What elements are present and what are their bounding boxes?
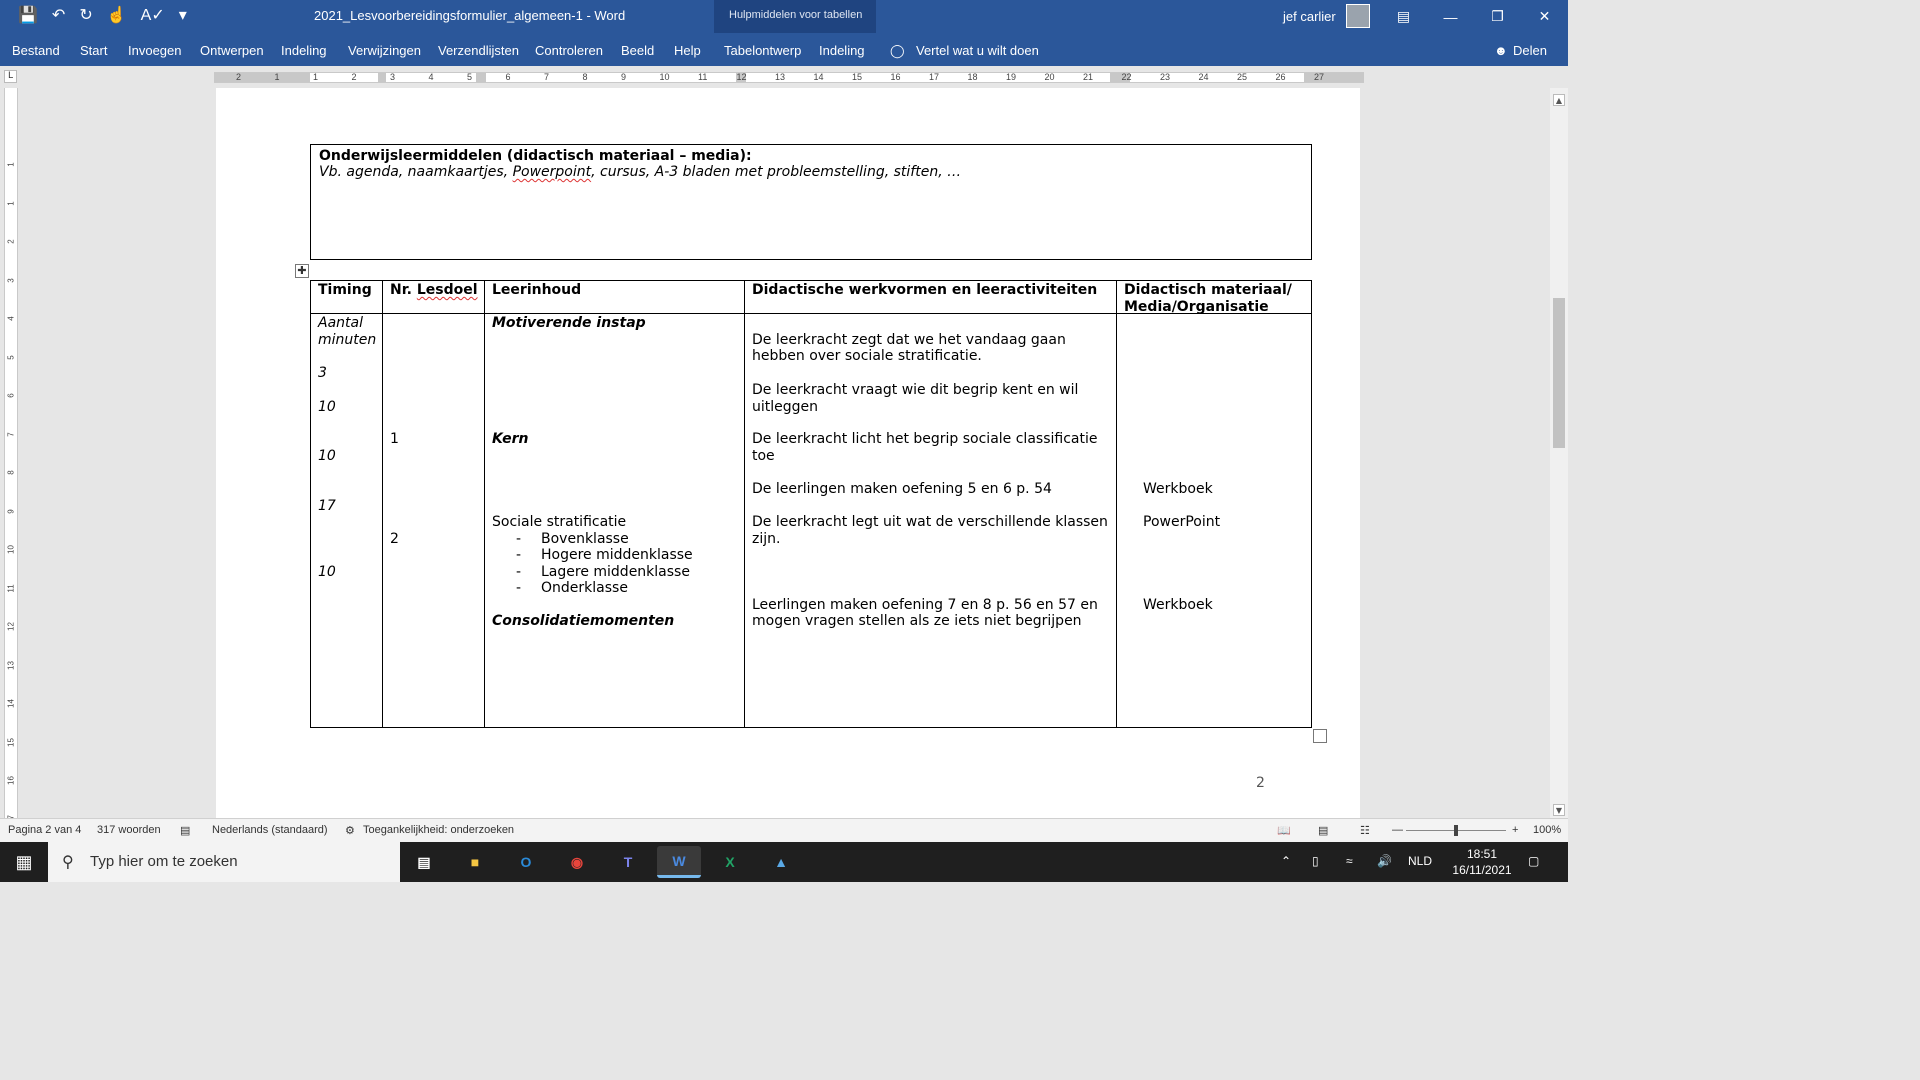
header-material-2: Media/Organisatie — [1124, 299, 1269, 315]
activity-line: De leerkracht legt uit wat de verschillende klassen — [752, 514, 1108, 530]
zoom-in-icon[interactable]: + — [1512, 824, 1519, 836]
window-controls — [1380, 0, 1568, 33]
clock-date: 16/11/2021 — [1452, 863, 1512, 877]
vertical-ruler-number: 9 — [6, 508, 16, 514]
header-timing: Timing — [318, 282, 372, 298]
table-move-handle[interactable]: ✚ — [295, 264, 309, 278]
media-materials-example: Vb. agenda, naamkaartjes, Powerpoint, cursus, A-3 bladen met probleemstelling, stiften, … — [319, 164, 962, 180]
share-button[interactable]: Delen — [1513, 43, 1547, 58]
minimize-icon[interactable]: — — [1443, 8, 1458, 25]
accessibility-status[interactable]: Toegankelijkheid: onderzoeken — [363, 824, 515, 836]
ruler-number: 8 — [582, 72, 588, 82]
ruler-number: 22 — [1121, 72, 1132, 82]
list-bullet: - — [516, 580, 522, 596]
proofing-icon[interactable]: ▤ — [180, 825, 191, 837]
timing-cell: 3 — [318, 365, 327, 381]
activity-line: mogen vragen stellen als ze iets niet begrijpen — [752, 613, 1082, 629]
ruler-number: 23 — [1160, 72, 1171, 82]
horizontal-ruler[interactable] — [0, 66, 1568, 88]
tell-me-search[interactable]: Vertel wat u wilt doen — [916, 43, 1039, 58]
word-count[interactable]: 317 woorden — [97, 824, 161, 836]
vertical-ruler-number: 5 — [6, 354, 16, 360]
activity-line: uitleggen — [752, 399, 819, 415]
vertical-ruler-number: 1 — [6, 162, 16, 167]
wifi-icon[interactable]: ≈ — [1346, 854, 1353, 868]
list-bullet: - — [516, 564, 522, 580]
ruler-number: 16 — [890, 72, 901, 82]
media-materials-title: Onderwijsleermiddelen (didactisch materiaal – media): — [319, 148, 752, 164]
ruler-number: 9 — [621, 72, 627, 82]
ruler-number: 11 — [698, 72, 708, 82]
notifications-icon[interactable]: ▢ — [1528, 854, 1540, 868]
activity-line: De leerkracht licht het begrip sociale classificatie — [752, 431, 1098, 447]
quick-access-toolbar — [18, 6, 187, 26]
zoom-level[interactable]: 100% — [1533, 824, 1562, 836]
web-layout-icon[interactable]: ☷ — [1360, 825, 1370, 837]
ruler-number: 6 — [505, 72, 511, 82]
ruler-number: 14 — [813, 72, 824, 82]
touch-mode-icon[interactable]: ☝ — [106, 7, 127, 24]
timing-cell: 10 — [318, 564, 336, 580]
ruler-number: 19 — [1006, 72, 1017, 82]
header-activities: Didactische werkvormen en leeractiviteiten — [752, 282, 1098, 298]
material-cell: Werkboek — [1143, 597, 1213, 613]
file-explorer-icon[interactable]: ■ — [470, 854, 480, 870]
activity-line: De leerkracht vraagt wie dit begrip kent en wil — [752, 382, 1079, 398]
ruler-number: 25 — [1237, 72, 1248, 82]
photos-icon[interactable]: ▲ — [774, 854, 788, 870]
ruler-number: 21 — [1083, 72, 1094, 82]
ruler-number: 13 — [775, 72, 786, 82]
redo-icon[interactable]: ↻ — [79, 7, 93, 24]
material-cell: PowerPoint — [1143, 514, 1221, 530]
timing-cell: minuten — [318, 332, 377, 348]
battery-icon[interactable]: ▯ — [1312, 854, 1319, 868]
taskbar — [0, 842, 1568, 882]
windows-start-icon[interactable]: ▦ — [15, 851, 33, 872]
list-bullet: - — [516, 531, 522, 547]
tab-start[interactable]: Start — [80, 43, 108, 58]
column-divider — [382, 281, 383, 727]
tab-selector[interactable]: L — [4, 70, 17, 83]
vertical-scrollbar[interactable] — [1550, 88, 1568, 818]
chrome-icon[interactable]: ◉ — [570, 853, 584, 870]
content-consolidation: Consolidatiemomenten — [492, 613, 675, 629]
column-divider — [484, 281, 485, 727]
vertical-ruler-number: 2 — [6, 239, 16, 244]
ribbon-display-icon[interactable]: ▤ — [1396, 8, 1411, 24]
tab-beeld[interactable]: Beeld — [621, 43, 655, 58]
content-core: Kern — [492, 431, 529, 447]
search-placeholder: Typ hier om te zoeken — [90, 853, 238, 870]
ruler-number: 2 — [351, 72, 357, 82]
column-divider — [744, 281, 745, 727]
content-topic: Sociale stratificatie — [492, 514, 627, 530]
ruler-number: 4 — [428, 72, 434, 82]
ruler-number: 17 — [929, 72, 940, 82]
ruler-number: 2 — [236, 72, 242, 82]
ruler-number: 1 — [274, 72, 280, 82]
ruler-number: 5 — [467, 72, 473, 82]
vertical-ruler-number: 10 — [6, 545, 16, 554]
undo-icon[interactable]: ↶ — [51, 7, 66, 24]
activity-line: De leerkracht zegt dat we het vandaag gaan — [752, 332, 1066, 348]
header-nr-lesdoel: Nr. Lesdoel — [390, 282, 478, 298]
teams-icon[interactable]: T — [623, 854, 633, 870]
ruler-number: 3 — [390, 72, 396, 82]
customize-qat-icon[interactable]: ▾ — [178, 7, 187, 24]
title-bar — [0, 0, 1568, 33]
timing-cell: 10 — [318, 448, 336, 464]
material-cell: Werkboek — [1143, 481, 1213, 497]
content-intro: Motiverende instap — [492, 315, 646, 331]
spelling-icon[interactable]: A✓ — [140, 7, 165, 24]
context-tab-label: Hulpmiddelen voor tabellen — [729, 9, 863, 21]
restore-icon[interactable]: ❐ — [1491, 8, 1504, 24]
zoom-out-icon[interactable]: — — [1392, 824, 1403, 836]
vertical-ruler-number: 13 — [6, 660, 16, 670]
taskbar-search[interactable] — [48, 842, 400, 882]
status-bar — [0, 818, 1568, 842]
column-divider — [1116, 281, 1117, 727]
scroll-up-icon[interactable]: ▲ — [1553, 94, 1565, 106]
lesdoel-nr: 1 — [390, 431, 399, 447]
ruler-number: 24 — [1198, 72, 1209, 82]
scroll-down-icon[interactable]: ▼ — [1553, 804, 1565, 816]
vertical-ruler[interactable] — [4, 88, 18, 818]
ruler-number: 26 — [1275, 72, 1286, 82]
zoom-thumb[interactable] — [1454, 825, 1458, 836]
tray-chevron-icon[interactable]: ⌃ — [1281, 854, 1292, 868]
tab-invoegen[interactable]: Invoegen — [128, 43, 182, 58]
print-layout-icon[interactable]: ▤ — [1318, 825, 1329, 837]
page-count[interactable]: Pagina 2 van 4 — [8, 824, 82, 836]
vertical-ruler-number: 16 — [6, 776, 16, 785]
tab-bestand[interactable]: Bestand — [12, 43, 60, 58]
tab-tabelontwerp[interactable]: Tabelontwerp — [724, 43, 802, 58]
timing-cell: Aantal — [318, 315, 363, 331]
table-resize-handle[interactable] — [1313, 729, 1327, 743]
tab-indeling[interactable]: Indeling — [281, 43, 327, 58]
outlook-icon[interactable]: O — [520, 854, 532, 870]
tab-help[interactable]: Help — [674, 43, 701, 58]
person-icon: ☻ — [1494, 43, 1508, 58]
input-language[interactable]: NLD — [1408, 854, 1433, 868]
volume-icon[interactable]: 🔊 — [1377, 854, 1392, 868]
close-icon[interactable]: ✕ — [1538, 8, 1551, 24]
page-number: 2 — [1256, 775, 1265, 791]
spelling-error[interactable]: Powerpoint — [512, 164, 592, 180]
lightbulb-icon[interactable]: ◯ — [890, 43, 905, 58]
vertical-ruler-number: 7 — [6, 431, 16, 437]
excel-icon[interactable]: X — [725, 854, 735, 870]
vertical-ruler-number: 14 — [6, 699, 16, 708]
media-materials-box[interactable] — [310, 144, 1312, 260]
activity-line: zijn. — [752, 531, 781, 547]
vertical-ruler-number: 3 — [6, 277, 16, 283]
activity-line: hebben over sociale stratificatie. — [752, 348, 982, 364]
tab-verwijzingen[interactable]: Verwijzingen — [348, 43, 421, 58]
activity-line: De leerlingen maken oefening 5 en 6 p. 54 — [752, 481, 1052, 497]
ruler-number: 18 — [967, 72, 978, 82]
ruler-bar[interactable] — [214, 72, 1364, 83]
word-icon[interactable]: W — [657, 846, 701, 878]
list-bullet: - — [516, 547, 522, 563]
activity-line: Leerlingen maken oefening 7 en 8 p. 56 en 57 en — [752, 597, 1098, 613]
vertical-ruler-number: 15 — [6, 737, 16, 747]
ruler-number: 27 — [1314, 72, 1325, 82]
clock-time: 18:51 — [1466, 847, 1498, 861]
vertical-ruler-number: 8 — [6, 470, 16, 475]
ruler-number: 20 — [1044, 72, 1055, 82]
save-icon[interactable]: 💾 — [18, 7, 38, 24]
vertical-ruler-number: 6 — [6, 393, 16, 398]
ruler-number: 1 — [313, 72, 319, 82]
accessibility-icon[interactable]: ⚙ — [345, 825, 355, 837]
avatar[interactable] — [1346, 4, 1370, 28]
list-item: Lagere middenklasse — [541, 564, 690, 580]
tab-ontwerpen[interactable]: Ontwerpen — [200, 43, 264, 58]
ruler-number: 12 — [736, 72, 747, 82]
read-mode-icon[interactable]: 📖 — [1277, 825, 1291, 837]
header-leerinhoud: Leerinhoud — [492, 282, 582, 298]
vertical-ruler-number: 12 — [6, 622, 16, 631]
search-icon: ⚲ — [62, 854, 74, 871]
header-material-1: Didactisch materiaal/ — [1124, 282, 1292, 298]
user-name[interactable]: jef carlier — [1283, 9, 1336, 24]
tab-table-indeling[interactable]: Indeling — [819, 43, 865, 58]
timing-cell: 17 — [318, 498, 336, 514]
list-item: Onderklasse — [541, 580, 628, 596]
ribbon-tabs — [0, 33, 1568, 66]
vertical-ruler-number: 4 — [6, 316, 16, 321]
vertical-ruler-number: 11 — [6, 583, 16, 593]
document-title: 2021_Lesvoorbereidingsformulier_algemeen-1 - Word — [314, 8, 626, 23]
scroll-thumb[interactable] — [1553, 298, 1565, 448]
activity-line: toe — [752, 448, 775, 464]
task-view-icon[interactable]: ▤ — [417, 853, 431, 870]
timing-cell: 10 — [318, 399, 336, 415]
ruler-number: 15 — [852, 72, 863, 82]
lesdoel-nr: 2 — [390, 531, 399, 547]
list-item: Bovenklasse — [541, 531, 629, 547]
list-item: Hogere middenklasse — [541, 547, 693, 563]
tab-controleren[interactable]: Controleren — [535, 43, 603, 58]
clock[interactable] — [1442, 846, 1522, 878]
vertical-ruler-number: 1 — [6, 200, 16, 206]
ruler-number: 10 — [659, 72, 670, 82]
tab-verzendlijsten[interactable]: Verzendlijsten — [438, 43, 519, 58]
ruler-number: 7 — [544, 72, 550, 82]
language[interactable]: Nederlands (standaard) — [212, 824, 328, 836]
